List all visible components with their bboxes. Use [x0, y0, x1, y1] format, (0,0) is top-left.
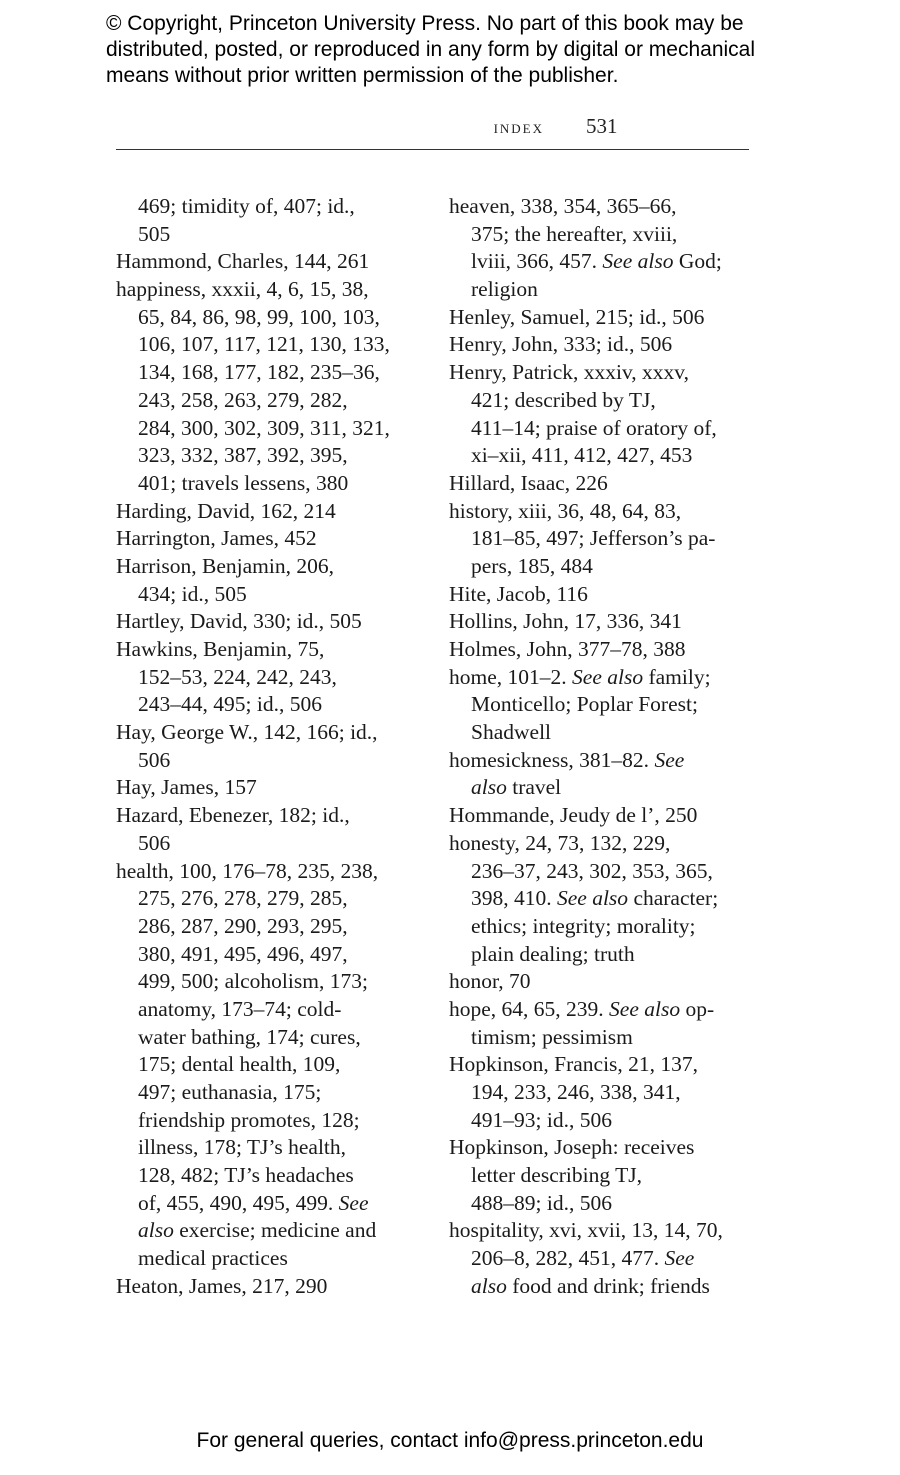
index-subline — [449, 1190, 759, 1218]
index-subline — [449, 221, 759, 249]
entry-text: Harrington, James, 452 — [116, 526, 317, 551]
entry-text: 401; travels lessens, 380 — [138, 470, 349, 495]
index-subline — [449, 1079, 759, 1107]
index-subline — [116, 1245, 426, 1273]
index-subline — [116, 885, 426, 913]
index-subline — [116, 664, 426, 692]
entry-text: 106, 107, 117, 121, 130, 133, — [138, 332, 390, 357]
entry-text: health, 100, 176–78, 235, 238, — [116, 858, 379, 883]
index-subline — [449, 1273, 759, 1301]
entry-text: anatomy, 173–74; cold- — [138, 996, 342, 1021]
index-subline — [116, 331, 426, 359]
index-entry — [449, 747, 759, 775]
index-entry — [116, 608, 426, 636]
index-subline — [116, 1217, 426, 1245]
index-subline — [449, 1107, 759, 1135]
entry-text: friendship promotes, 128; — [138, 1107, 360, 1132]
index-entry — [116, 774, 426, 802]
entry-text: 491–93; id., 506 — [471, 1107, 612, 1132]
entry-text: Hite, Jacob, 116 — [449, 581, 588, 606]
index-subline — [449, 387, 759, 415]
entry-text: Hollins, John, 17, 336, 341 — [449, 609, 682, 634]
index-subline — [116, 830, 426, 858]
index-subline — [116, 1134, 426, 1162]
see-also-reference: See also — [557, 886, 629, 911]
see-also-reference: also — [471, 1273, 507, 1298]
index-entry — [116, 1273, 426, 1301]
entry-text: 181–85, 497; Jefferson’s pa- — [471, 526, 716, 551]
index-entry — [449, 1051, 759, 1079]
page-header — [116, 113, 749, 139]
index-entry — [116, 719, 426, 747]
entry-text: 469; timidity of, 407; id., — [138, 194, 355, 218]
see-also-target: food and drink; friends — [506, 1273, 710, 1298]
entry-text: Holmes, John, 377–78, 388 — [449, 637, 686, 661]
see-also-reference: See also — [572, 664, 644, 689]
entry-text: 488–89; id., 506 — [471, 1190, 612, 1215]
index-subline — [116, 442, 426, 470]
entry-text: 497; euthanasia, 175; — [138, 1080, 322, 1104]
entry-text: history, xiii, 36, 48, 64, 83, — [449, 498, 682, 523]
see-also-reference: See — [654, 747, 685, 772]
entry-text: happiness, xxxii, 4, 6, 15, 38, — [116, 277, 369, 302]
index-subline — [449, 276, 759, 304]
entry-text: pers, 185, 484 — [471, 553, 593, 578]
entry-text: Shadwell — [471, 720, 552, 745]
entry-text: honor, 70 — [449, 969, 531, 994]
index-subline — [449, 691, 759, 719]
index-subline — [116, 913, 426, 941]
index-entry — [116, 498, 426, 526]
index-entry — [116, 276, 426, 304]
entry-text: religion — [471, 277, 538, 302]
entry-text: 506 — [138, 747, 171, 772]
index-entry — [116, 525, 426, 553]
entry-text: Henley, Samuel, 215; id., 506 — [449, 304, 705, 329]
index-entry — [449, 331, 759, 359]
index-entry — [116, 858, 426, 886]
see-also-reference: See — [664, 1246, 695, 1271]
entry-text: Hopkinson, Francis, 21, 137, — [449, 1052, 699, 1077]
entry-text: home, 101–2. — [449, 664, 567, 689]
entry-text: 243–44, 495; id., 506 — [138, 692, 322, 717]
index-entry — [449, 359, 759, 387]
index-entry — [449, 830, 759, 858]
index-entry — [116, 636, 426, 664]
index-entry — [116, 248, 426, 276]
see-also-reference: See also — [609, 996, 681, 1021]
index-subline — [116, 470, 426, 498]
entry-text: 434; id., 505 — [138, 581, 247, 606]
index-subline — [449, 1245, 759, 1273]
index-entry — [449, 470, 759, 498]
entry-text: Hillard, Isaac, 226 — [449, 470, 608, 495]
entry-text: Henry, John, 333; id., 506 — [449, 332, 673, 357]
index-subline — [449, 525, 759, 553]
index-subline — [116, 387, 426, 415]
index-subline — [449, 858, 759, 886]
copyright-notice — [106, 11, 866, 89]
entry-text: 194, 233, 246, 338, 341, — [471, 1080, 681, 1104]
index-subline — [116, 996, 426, 1024]
entry-text: Hazard, Ebenezer, 182; id., — [116, 803, 350, 828]
entry-text: 375; the hereafter, xviii, — [471, 221, 678, 246]
entry-text: Harding, David, 162, 214 — [116, 498, 336, 523]
index-entry — [449, 304, 759, 332]
entry-text: timism; pessimism — [471, 1024, 633, 1049]
see-also-reference: also — [471, 775, 507, 800]
index-subline — [116, 1162, 426, 1190]
entry-text: 411–14; praise of oratory of, — [471, 415, 717, 440]
entry-text: 65, 84, 86, 98, 99, 100, 103, — [138, 304, 380, 329]
entry-text: hospitality, xvi, xvii, 13, 14, 70, — [449, 1218, 723, 1243]
entry-text: Henry, Patrick, xxxiv, xxxv, — [449, 360, 690, 385]
running-head: index — [493, 117, 544, 138]
index-subline — [116, 581, 426, 609]
entry-text: 284, 300, 302, 309, 311, 321, — [138, 415, 390, 440]
entry-text: 175; dental health, 109, — [138, 1052, 341, 1077]
see-also-reference: See — [338, 1190, 369, 1215]
entry-text: Hawkins, Benjamin, 75, — [116, 637, 325, 661]
entry-text: lviii, 366, 457. — [471, 249, 598, 274]
entry-text: Hammond, Charles, 144, 261 — [116, 249, 370, 274]
index-subline — [116, 691, 426, 719]
index-subline — [116, 359, 426, 387]
index-entry — [449, 802, 759, 830]
index-entry — [449, 636, 759, 664]
index-entry — [449, 1217, 759, 1245]
entry-text: Hay, James, 157 — [116, 775, 257, 800]
entry-text: xi–xii, 411, 412, 427, 453 — [471, 443, 693, 468]
index-entry — [449, 608, 759, 636]
footer-contact: For general queries, contact info@press.princeton.edu — [196, 1429, 704, 1452]
entry-text: Harrison, Benjamin, 206, — [116, 553, 334, 578]
see-also-target: exercise; medicine and — [173, 1218, 377, 1243]
index-subline — [116, 304, 426, 332]
entry-text: plain dealing; truth — [471, 941, 635, 966]
index-entry — [449, 1134, 759, 1162]
entry-text: Monticello; Poplar Forest; — [471, 692, 698, 717]
index-subline — [116, 968, 426, 996]
entry-text: 286, 287, 290, 293, 295, — [138, 913, 348, 938]
index-subline — [449, 1024, 759, 1052]
index-subline — [116, 1107, 426, 1135]
see-also-target: character; — [628, 886, 719, 911]
entry-text: illness, 178; TJ’s health, — [138, 1135, 347, 1160]
index-subline — [449, 885, 759, 913]
entry-text: 243, 258, 263, 279, 282, — [138, 387, 348, 412]
index-subline — [116, 1024, 426, 1052]
entry-text: 134, 168, 177, 182, 235–36, — [138, 360, 380, 385]
entry-text: 236–37, 243, 302, 353, 365, — [471, 858, 713, 883]
index-subline — [116, 747, 426, 775]
index-subline — [449, 248, 759, 276]
index-column-right — [449, 193, 759, 1301]
entry-text: of, 455, 490, 495, 499. — [138, 1190, 334, 1215]
header-rule — [116, 149, 749, 150]
entry-text: 398, 410. — [471, 886, 552, 911]
index-subline — [116, 1051, 426, 1079]
see-also-target: family; — [643, 664, 711, 689]
index-subline — [116, 221, 426, 249]
index-subline — [449, 941, 759, 969]
entry-text: honesty, 24, 73, 132, 229, — [449, 830, 671, 855]
index-entry — [449, 193, 759, 221]
entry-text: 506 — [138, 830, 171, 855]
index-subline — [116, 193, 426, 221]
entry-text: heaven, 338, 354, 365–66, — [449, 194, 677, 218]
entry-text: 152–53, 224, 242, 243, — [138, 664, 337, 689]
index-subline — [116, 1079, 426, 1107]
entry-text: ethics; integrity; morality; — [471, 913, 696, 938]
entry-text: 323, 332, 387, 392, 395, — [138, 443, 348, 468]
index-subline — [449, 913, 759, 941]
entry-text: Hopkinson, Joseph: receives — [449, 1135, 695, 1160]
index-subline — [449, 442, 759, 470]
index-subline — [449, 415, 759, 443]
entry-text: homesickness, 381–82. — [449, 747, 650, 772]
index-entry — [449, 996, 759, 1024]
copyright-line: means without prior written permission of the publisher. — [106, 64, 619, 87]
index-subline — [116, 1190, 426, 1218]
entry-text: hope, 64, 65, 239. — [449, 996, 604, 1021]
index-subline — [449, 1162, 759, 1190]
entry-text: 275, 276, 278, 279, 285, — [138, 886, 348, 911]
index-subline — [116, 415, 426, 443]
see-also-target: God; — [673, 249, 722, 274]
entry-text: 206–8, 282, 451, 477. — [471, 1246, 660, 1271]
entry-text: water bathing, 174; cures, — [138, 1024, 361, 1049]
copyright-line: distributed, posted, or reproduced in any form by digital or mechanical — [106, 38, 756, 61]
see-also-reference: See also — [602, 249, 674, 274]
see-also-target: travel — [506, 775, 562, 800]
index-entry — [449, 968, 759, 996]
entry-text: 128, 482; TJ’s headaches — [138, 1163, 354, 1188]
page-number: 531 — [586, 114, 618, 138]
entry-text: Heaton, James, 217, 290 — [116, 1273, 328, 1298]
entry-text: 505 — [138, 221, 171, 246]
entry-text: letter describing TJ, — [471, 1163, 642, 1188]
index-subline — [449, 553, 759, 581]
index-entry — [116, 802, 426, 830]
index-entry — [449, 581, 759, 609]
index-entry — [449, 498, 759, 526]
entry-text: 380, 491, 495, 496, 497, — [138, 941, 348, 966]
see-also-target: op- — [680, 996, 715, 1021]
entry-text: Hay, George W., 142, 166; id., — [116, 720, 378, 745]
index-subline — [449, 719, 759, 747]
entry-text: medical practices — [138, 1246, 288, 1271]
entry-text: Hommande, Jeudy de l’, 250 — [449, 803, 698, 828]
index-column-left — [116, 193, 426, 1301]
index-entry — [116, 553, 426, 581]
index-entry — [449, 664, 759, 692]
copyright-line: © Copyright, Princeton University Press. No part of this book may be — [106, 12, 744, 35]
index-subline — [116, 941, 426, 969]
see-also-reference: also — [138, 1218, 174, 1243]
entry-text: Hartley, David, 330; id., 505 — [116, 609, 362, 634]
entry-text: 421; described by TJ, — [471, 387, 656, 412]
index-subline — [449, 774, 759, 802]
entry-text: 499, 500; alcoholism, 173; — [138, 969, 368, 994]
